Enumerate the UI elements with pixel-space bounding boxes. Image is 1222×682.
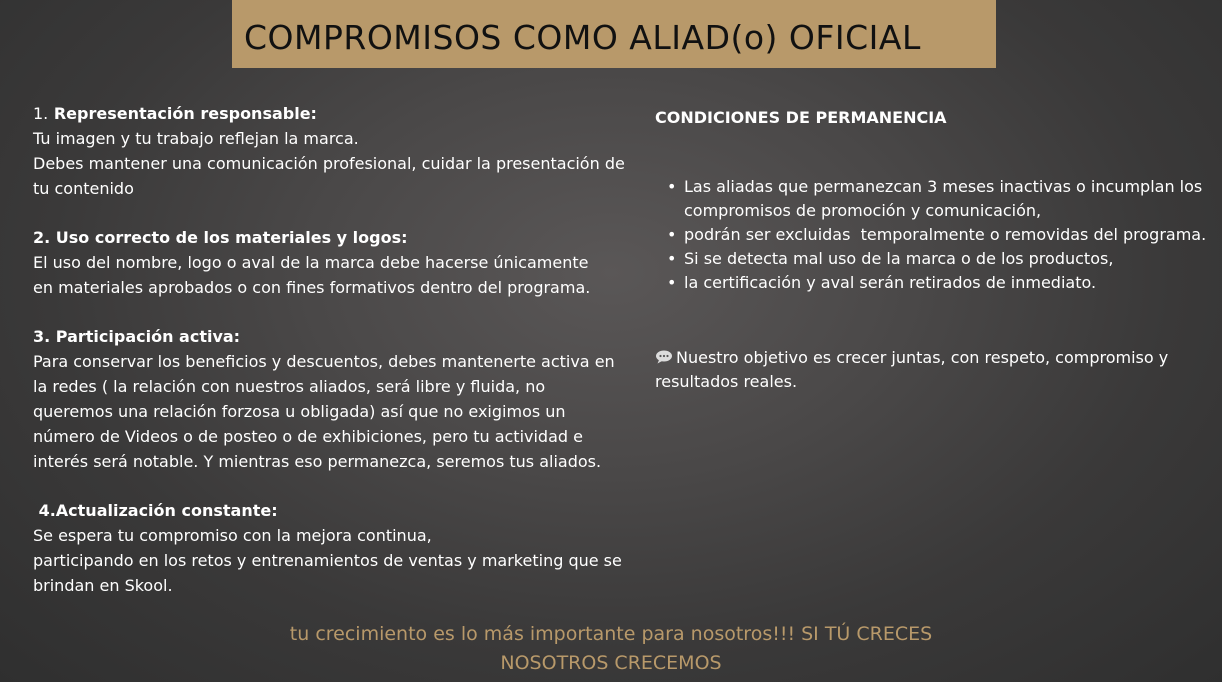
commitment-line: Tu imagen y tu trabajo reflejan la marca. — [33, 129, 359, 148]
condition-line: la certificación y aval serán retirados de inmediato. — [684, 273, 1097, 292]
commitment-line: interés será notable. Y mientras eso permanezca, seremos tus aliados. — [33, 452, 602, 471]
commitment-heading: 2. Uso correcto de los materiales y logos: — [33, 228, 408, 247]
commitment-line: Para conservar los beneficios y descuentos, debes mantenerte activa en — [33, 352, 615, 371]
condition-line: Si se detecta mal uso de la marca o de los productos, — [684, 249, 1114, 268]
commitment-line: Se espera tu compromiso con la mejora continua, — [33, 526, 432, 545]
commitment-line: la redes ( la relación con nuestros aliados, será libre y fluida, no — [33, 377, 546, 396]
conditions-list — [655, 175, 1205, 295]
condition-line: compromisos de promoción y comunicación, — [684, 201, 1042, 220]
commitment-heading: 4.Actualización constante: — [33, 501, 278, 520]
objective-note — [655, 346, 1205, 394]
condition-line: Las aliadas que permanezcan 3 meses inactivas o incumplan los — [684, 177, 1203, 196]
commitment-line: Debes mantener una comunicación profesional, cuidar la presentación de — [33, 154, 625, 173]
list-item — [667, 271, 1205, 295]
commitment-line: queremos una relación forzosa u obligada) así que no exigimos un — [33, 402, 566, 421]
commitment-title: Representación responsable: — [53, 104, 317, 123]
list-item — [667, 175, 1205, 223]
objective-line-2: resultados reales. — [655, 372, 798, 391]
bullet-icon: • — [667, 177, 677, 196]
footer-tagline — [0, 620, 1222, 678]
commitment-line: en materiales aprobados o con fines formativos dentro del programa. — [33, 278, 591, 297]
footer-line-1: tu crecimiento es lo más importante para nosotros!!! SI TÚ CRECES — [289, 623, 933, 645]
bullet-icon: • — [667, 249, 677, 268]
condition-line: podrán ser excluidas temporalmente o removidas del programa. — [684, 225, 1207, 244]
commitment-number: 1. — [33, 104, 49, 123]
list-item — [667, 247, 1205, 271]
commitment-section-1 — [33, 101, 633, 201]
page-title: COMPROMISOS COMO ALIAD(o) OFICIAL — [244, 18, 921, 57]
objective-text: Nuestro objetivo es crecer juntas, con respeto, compromiso y — [676, 348, 1169, 367]
commitment-section-2 — [33, 225, 633, 300]
commitment-line: brindan en Skool. — [33, 576, 173, 595]
conditions-heading: CONDICIONES DE PERMANENCIA — [655, 108, 947, 127]
commitment-line: tu contenido — [33, 179, 134, 198]
speech-bubble-icon — [655, 350, 673, 364]
commitment-section-4 — [33, 498, 633, 598]
commitment-line: número de Videos o de posteo o de exhibiciones, pero tu actividad e — [33, 427, 583, 446]
conditions-column — [655, 106, 1205, 394]
commitment-section-3 — [33, 324, 633, 474]
bullet-icon: • — [667, 273, 677, 292]
footer-line-2: NOSOTROS CRECEMOS — [500, 652, 722, 674]
commitment-heading — [33, 101, 633, 126]
commitment-line: El uso del nombre, logo o aval de la marca debe hacerse únicamente — [33, 253, 589, 272]
commitments-column — [33, 101, 633, 622]
title-banner — [232, 0, 996, 68]
objective-line-1 — [655, 346, 1205, 370]
commitment-line: participando en los retos y entrenamientos de ventas y marketing que se — [33, 551, 622, 570]
bullet-icon: • — [667, 225, 677, 244]
commitment-heading: 3. Participación activa: — [33, 327, 241, 346]
list-item — [667, 223, 1205, 247]
